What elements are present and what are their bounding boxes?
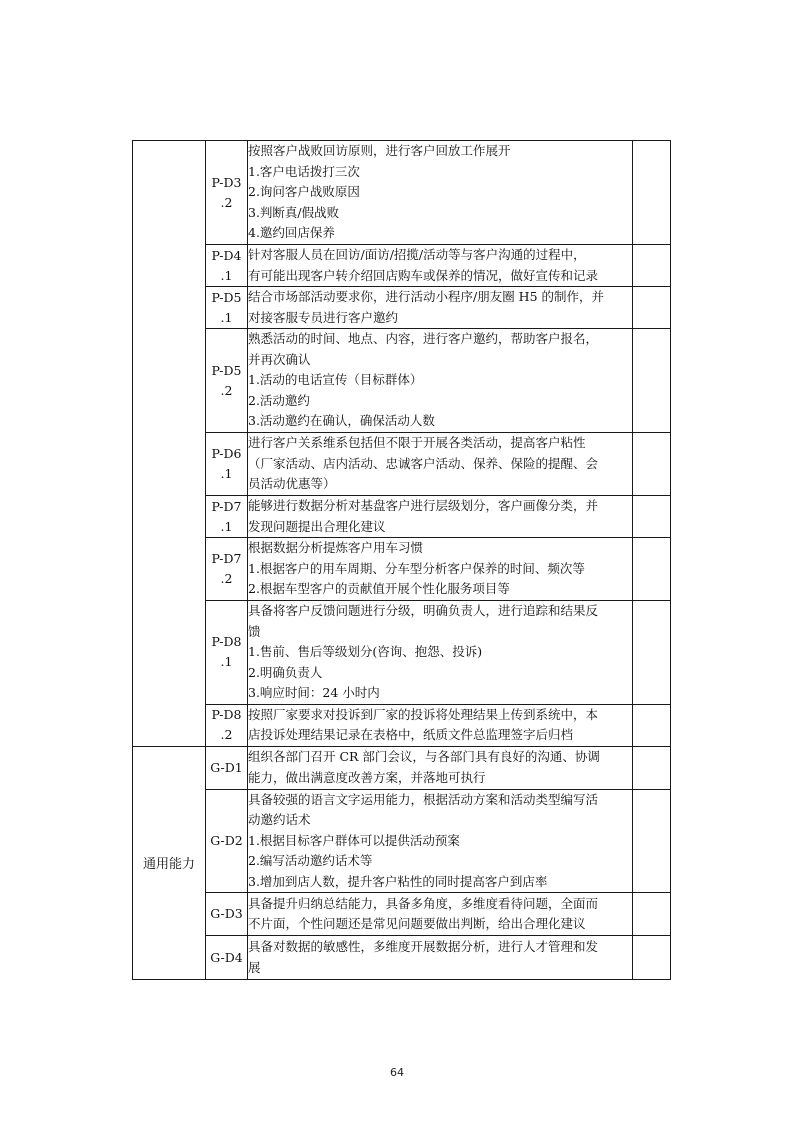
- code-cell: [206, 893, 248, 936]
- table-body: [133, 141, 671, 980]
- description-line: 根据数据分析提炼客户用车习惯: [248, 540, 424, 556]
- table-row: [133, 287, 671, 329]
- competency-table: [132, 140, 671, 980]
- blank-cell: [633, 789, 671, 893]
- description-cell: [248, 287, 633, 329]
- description-line: 能够进行数据分析对基盘客户进行层级划分，客户画像分类，并: [248, 498, 599, 513]
- table-row: [133, 893, 671, 936]
- description-line: 3.增加到店人数，提升客户粘性的同时提高客户到店率: [248, 873, 548, 889]
- description-line: 馈: [248, 623, 261, 639]
- blank-cell: [633, 141, 671, 245]
- description-line: 并再次确认: [248, 351, 311, 367]
- description-cell: [248, 433, 633, 496]
- description-line: 按照厂家要求对投诉到厂家的投诉将处理结果上传到系统中，本: [248, 706, 599, 722]
- code-cell: [206, 789, 248, 893]
- description-line: 2.活动邀约: [248, 392, 310, 408]
- table-row: [133, 936, 671, 980]
- code-text: P-D7: [211, 498, 242, 514]
- description-line: 具备提升归纳总结能力，具备多角度，多维度看待问题，全面而: [248, 895, 599, 911]
- code-text: .2: [220, 571, 233, 586]
- description-line: 对接客服专员进行客户邀约: [248, 309, 399, 325]
- blank-cell: [633, 601, 671, 705]
- code-text: P-D6: [211, 446, 242, 461]
- code-text: .1: [220, 518, 233, 534]
- description-line: 1.客户电话拨打三次: [248, 163, 360, 179]
- table-row: [133, 433, 671, 496]
- code-text: .1: [220, 654, 233, 670]
- table-row: [133, 245, 671, 287]
- description-cell: [248, 329, 633, 433]
- code-text: .2: [220, 727, 233, 742]
- description-cell: [248, 601, 633, 705]
- code-cell: [206, 287, 248, 329]
- code-text: P-D8: [211, 707, 242, 722]
- code-text: P-D7: [211, 551, 242, 566]
- code-text: G-D1: [210, 759, 243, 775]
- code-cell: [206, 496, 248, 538]
- description-cell: [248, 538, 633, 601]
- description-line: 3.判断真/假战败: [248, 204, 340, 220]
- description-line: 按照客户战败回访原则，进行客户回放工作展开: [248, 143, 511, 159]
- description-line: 不片面，个性问题还是常见问题要做出判断，给出合理化建议: [248, 916, 586, 931]
- code-text: G-D3: [210, 906, 243, 921]
- table-row: [133, 141, 671, 245]
- code-cell: [206, 329, 248, 433]
- blank-cell: [633, 538, 671, 601]
- description-line: 针对客服人员在回访/面访/招揽/活动等与客户沟通的过程中，: [248, 247, 586, 262]
- blank-cell: [633, 245, 671, 287]
- code-text: .2: [220, 382, 233, 398]
- description-line: 具备较强的语言文字运用能力，根据活动方案和活动类型编写活: [248, 791, 599, 807]
- blank-cell: [633, 704, 671, 746]
- description-line: 具备将客户反馈问题进行分级，明确负责人，进行追踪和结果反: [248, 603, 599, 618]
- code-text: .1: [220, 309, 233, 325]
- table-row: [133, 601, 671, 705]
- category-cell-prev: [133, 141, 206, 747]
- description-line: 员活动优惠等）: [248, 476, 336, 492]
- code-cell: [206, 141, 248, 245]
- code-text: P-D4: [211, 247, 242, 263]
- description-line: 具备对数据的敏感性，多维度开展数据分析，进行人才管理和发: [248, 939, 599, 954]
- description-cell: [248, 704, 633, 746]
- description-line: 2.编写活动邀约话术等: [248, 853, 373, 868]
- description-line: 4.邀约回店保养: [248, 225, 335, 241]
- description-line: 3.活动邀约在确认，确保活动人数: [248, 413, 435, 429]
- description-line: 1.售前、售后等级划分(咨询、抱怨、投诉): [248, 644, 483, 659]
- description-line: 3.响应时间：24 小时内: [248, 685, 380, 700]
- description-line: 2.明确负责人: [248, 664, 323, 680]
- description-cell: [248, 141, 633, 245]
- blank-cell: [633, 893, 671, 936]
- code-text: P-D5: [211, 289, 242, 305]
- blank-cell: [633, 746, 671, 789]
- blank-cell: [633, 287, 671, 329]
- table-row: [133, 538, 671, 601]
- description-cell: [248, 893, 633, 936]
- description-line: （厂家活动、店内活动、忠诚客户活动、保养、保险的提醒、会: [248, 455, 599, 471]
- table-row: [133, 329, 671, 433]
- blank-cell: [633, 329, 671, 433]
- description-line: 展: [248, 959, 261, 975]
- code-cell: [206, 746, 248, 789]
- code-text: .1: [220, 267, 233, 283]
- code-text: .2: [220, 194, 233, 210]
- description-cell: [248, 746, 633, 789]
- description-line: 组织各部门召开 CR 部门会议，与各部门具有良好的沟通、协调: [248, 749, 600, 764]
- code-text: P-D8: [211, 634, 242, 650]
- description-line: 熟悉活动的时间、地点、内容，进行客户邀约，帮助客户报名，: [248, 331, 599, 347]
- blank-cell: [633, 496, 671, 538]
- description-line: 2.询问客户战败原因: [248, 184, 360, 200]
- description-cell: [248, 936, 633, 980]
- category-cell-general: 通用能力: [133, 746, 206, 980]
- description-line: 进行客户关系维系包括但不限于开展各类活动，提高客户粘性: [248, 435, 586, 451]
- description-line: 发现问题提出合理化建议: [248, 518, 386, 534]
- description-line: 结合市场部活动要求你，进行活动小程序/朋友圈 H5 的制作，并: [248, 289, 605, 304]
- code-cell: [206, 245, 248, 287]
- code-cell: [206, 601, 248, 705]
- description-cell: [248, 496, 633, 538]
- description-line: 1.活动的电话宣传（目标群体）: [248, 372, 423, 388]
- code-cell: [206, 433, 248, 496]
- description-line: 1.根据目标客户群体可以提供活动预案: [248, 832, 460, 848]
- description-line: 动邀约话术: [248, 812, 311, 827]
- code-cell: [206, 538, 248, 601]
- code-text: G-D4: [210, 949, 243, 965]
- blank-cell: [633, 433, 671, 496]
- page-number: 64: [390, 1066, 404, 1079]
- code-text: G-D2: [210, 832, 243, 848]
- table-row: [133, 496, 671, 538]
- description-line: 有可能出现客户转介绍回店购车或保养的情况，做好宣传和记录: [248, 267, 599, 283]
- description-cell: [248, 789, 633, 893]
- description-line: 2.根据车型客户的贡献值开展个性化服务项目等: [248, 581, 510, 597]
- code-text: P-D5: [211, 362, 242, 378]
- description-line: 1.根据客户的用车周期、分车型分析客户保养的时间、频次等: [248, 560, 585, 576]
- table-row: [133, 704, 671, 746]
- code-cell: [206, 704, 248, 746]
- code-text: .1: [220, 466, 233, 481]
- code-cell: [206, 936, 248, 980]
- table-row: [133, 746, 671, 789]
- blank-cell: [633, 936, 671, 980]
- description-line: 店投诉处理结果记录在表格中，纸质文件总监理签字后归档: [248, 727, 574, 742]
- code-text: P-D3: [211, 174, 242, 190]
- table-row: [133, 789, 671, 893]
- description-cell: [248, 245, 633, 287]
- description-line: 能力，做出满意度改善方案，并落地可执行: [248, 769, 486, 785]
